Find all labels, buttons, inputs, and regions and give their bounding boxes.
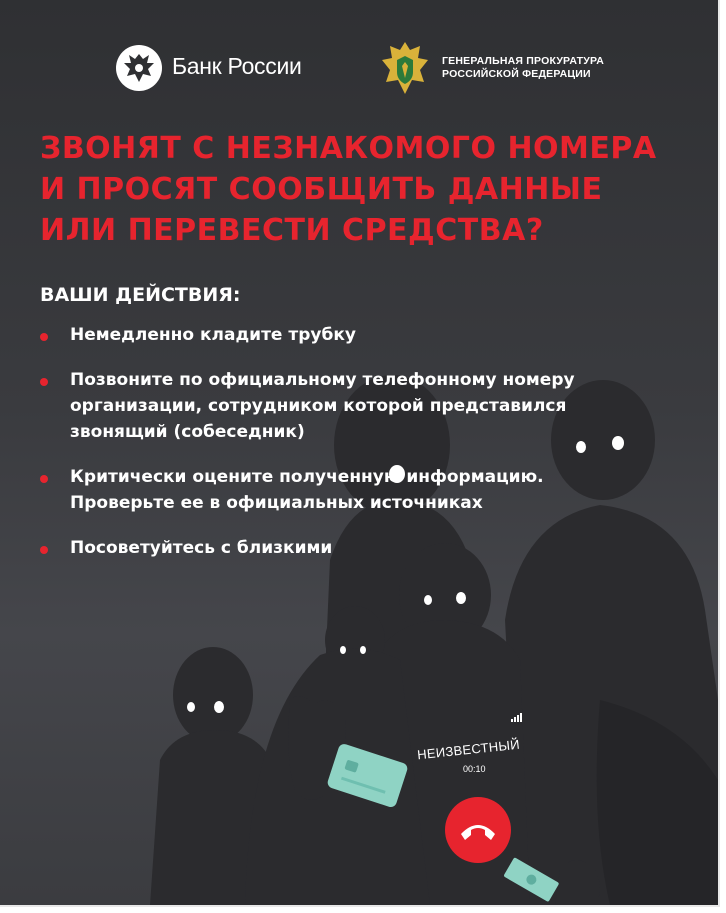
prosecutor-emblem-icon <box>380 40 430 96</box>
call-duration: 00:10 <box>463 764 486 774</box>
hang-up-phone-icon <box>445 797 511 863</box>
headline <box>40 128 657 251</box>
actions-title: ВАШИ ДЕЙСТВИЯ: <box>40 284 241 306</box>
bullet-icon <box>40 378 48 386</box>
list-item: Критически оцените полученную информацию. Проверьте ее в официальных источниках <box>40 464 575 516</box>
bullet-icon <box>40 475 48 483</box>
headline-line: ЗВОНЯТ С НЕЗНАКОМОГО НОМЕРА <box>40 131 657 166</box>
bank-eagle-icon <box>116 45 162 91</box>
headline-line: ИЛИ ПЕРЕВЕСТИ СРЕДСТВА? <box>40 213 544 248</box>
list-item: Немедленно кладите трубку <box>40 322 575 348</box>
caller-name: НЕИЗВЕСТНЫЙ <box>416 736 521 763</box>
prosecutor-office-name: ГЕНЕРАЛЬНАЯ ПРОКУРАТУРА РОССИЙСКОЙ ФЕДЕРАЦИИ <box>442 55 605 80</box>
headline-line: И ПРОСЯТ СООБЩИТЬ ДАННЫЕ <box>40 172 603 207</box>
bullet-icon <box>40 546 48 554</box>
list-item: Позвоните по официальному телефонному номеру организации, сотрудником которой представился звонящий (собеседник) <box>40 367 575 445</box>
logos-header <box>0 40 718 100</box>
bank-name: Банк России <box>172 53 302 79</box>
bullet-icon <box>40 333 48 341</box>
actions-list <box>40 322 575 561</box>
list-item: Посоветуйтесь с близкими <box>40 535 575 561</box>
